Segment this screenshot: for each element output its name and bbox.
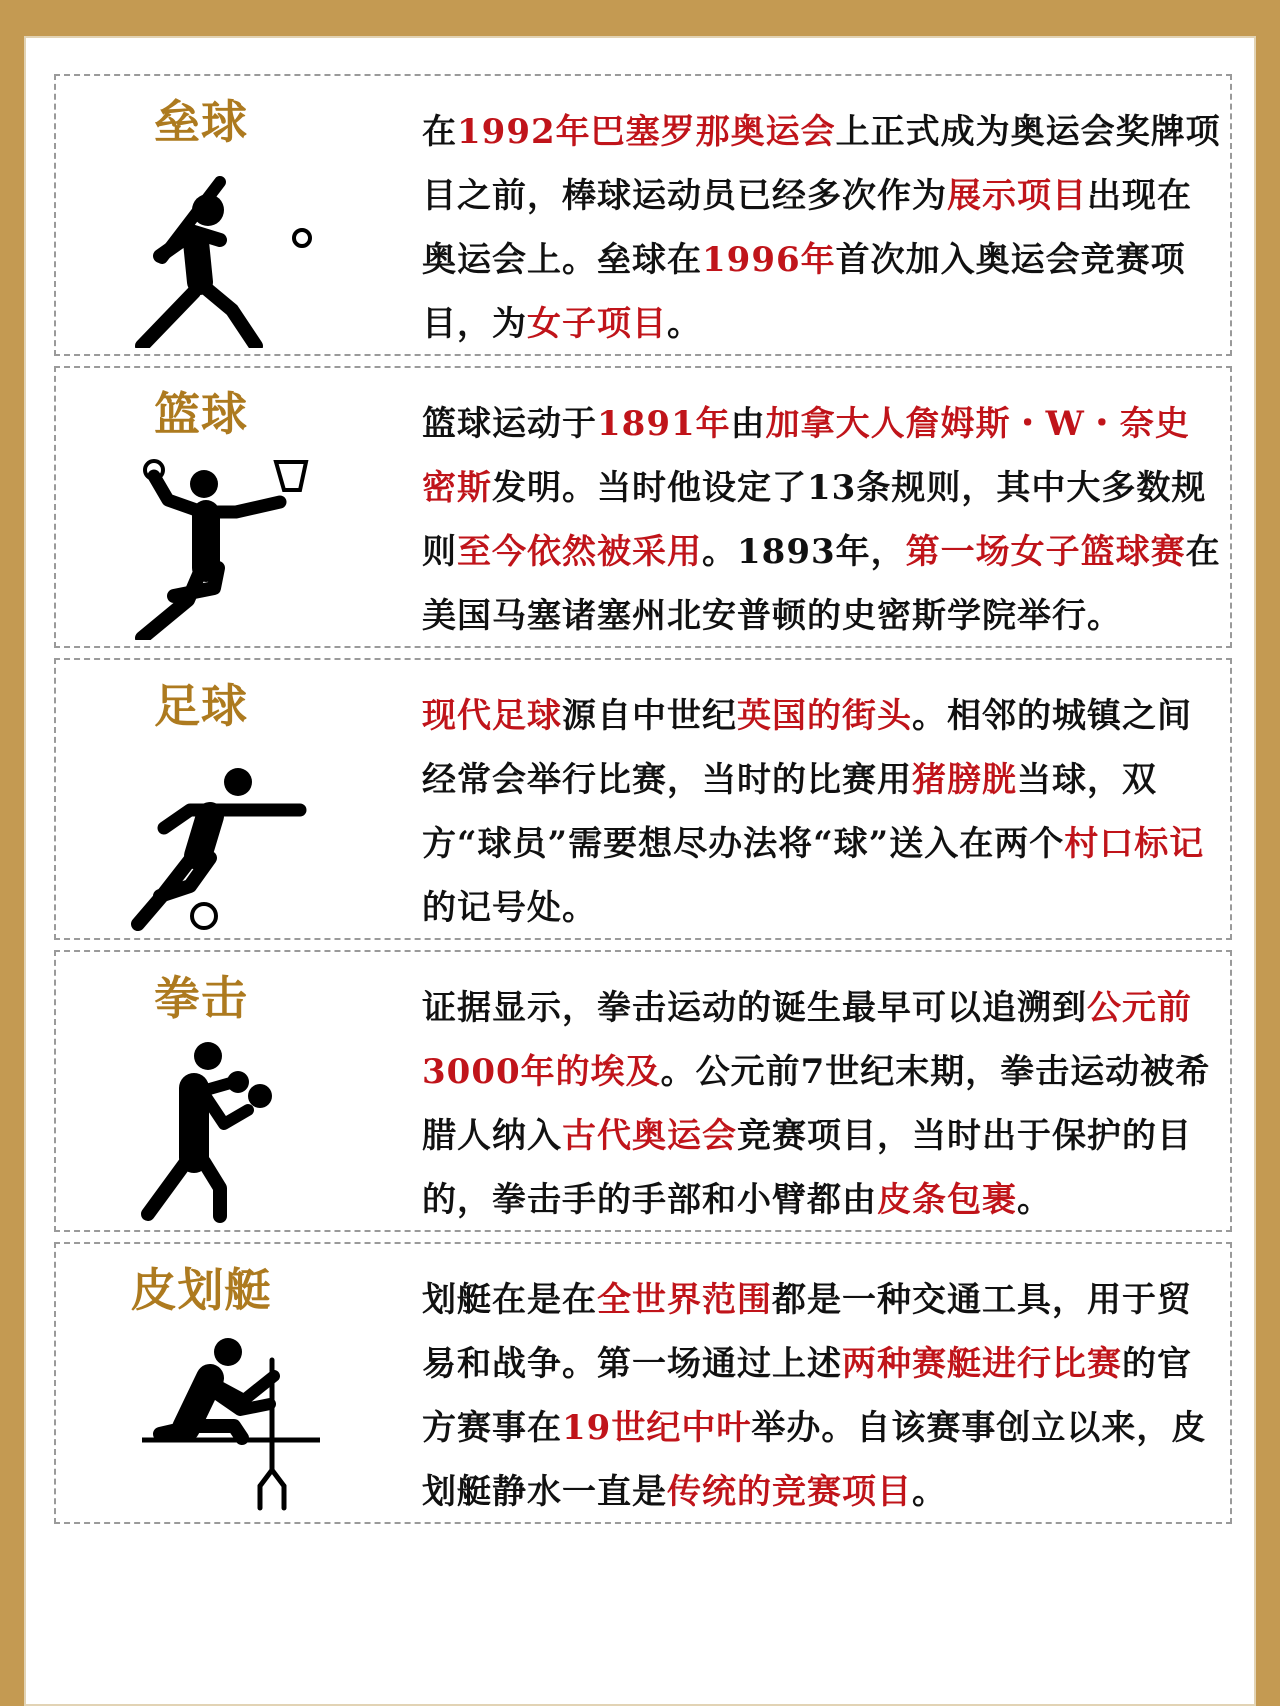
baseball-batter-icon <box>124 162 334 348</box>
body-text: 都是一种交通工具，用于贸易和战争。第一场通过上述 <box>422 1280 1192 1384</box>
body-text: 的官方赛事在 <box>422 1344 1192 1448</box>
canoeist-icon <box>124 1330 334 1516</box>
body-text: 源自中世纪 <box>562 696 737 736</box>
card-title: 垒球 <box>154 95 248 149</box>
body-text: 。 <box>667 304 702 344</box>
sport-card-football <box>54 658 1232 940</box>
body-text: 举办。自该赛事创立以来，皮划艇静水一直是 <box>422 1408 1207 1512</box>
highlighted-text: 1996年 <box>702 240 836 280</box>
sport-card-basketball <box>54 366 1232 648</box>
highlighted-text: 公元前3000年的埃及 <box>422 988 1192 1092</box>
card-description <box>422 1268 1222 1524</box>
body-text: 证据显示，拳击运动的诞生最早可以追溯到 <box>422 988 1087 1028</box>
sport-card-canoe <box>54 1242 1232 1524</box>
body-text: 在美国马塞诸塞州北安普顿的史密斯学院举行。 <box>422 532 1221 636</box>
card-description <box>422 684 1222 940</box>
highlighted-text: 1992年巴塞罗那奥运会 <box>457 112 836 152</box>
football-player-icon <box>124 746 334 932</box>
body-text: 竞赛项目，当时出于保护的目的，拳击手的手部和小臂都由 <box>422 1116 1192 1220</box>
card-description <box>422 100 1222 356</box>
highlighted-text: 1891年 <box>597 404 731 444</box>
body-text: 当球，双方“球员”需要想尽办法将“球”送入在两个 <box>422 760 1157 864</box>
body-text: 在 <box>422 112 457 152</box>
card-title: 皮划艇 <box>130 1263 272 1317</box>
highlighted-text: 女子项目 <box>527 304 667 344</box>
highlighted-text: 两种赛艇进行比赛 <box>842 1344 1122 1384</box>
infographic-sheet <box>24 36 1256 1706</box>
highlighted-text: 展示项目 <box>947 176 1087 216</box>
body-text: 。相邻的城镇之间经常会举行比赛，当时的比赛用 <box>422 696 1192 800</box>
highlighted-text: 村口标记 <box>1064 824 1205 864</box>
body-text: 。 <box>1017 1180 1052 1220</box>
highlighted-text: 现代足球 <box>422 696 562 736</box>
card-description <box>422 392 1222 648</box>
body-text: 的记号处。 <box>422 888 597 928</box>
highlighted-text: 加拿大人詹姆斯・W・奈史密斯 <box>422 404 1190 508</box>
basketball-player-icon <box>124 454 334 640</box>
highlighted-text: 全世界范围 <box>597 1280 772 1320</box>
sport-card-softball <box>54 74 1232 356</box>
body-text: 篮球运动于 <box>422 404 597 444</box>
body-text: 出现在奥运会上。垒球在 <box>422 176 1192 280</box>
highlighted-text: 古代奥运会 <box>562 1116 737 1156</box>
highlighted-text: 传统的竞赛项目 <box>667 1472 912 1512</box>
body-text: 划艇在是在 <box>422 1280 597 1320</box>
highlighted-text: 第一场女子篮球赛 <box>905 532 1186 572</box>
highlighted-text: 19世纪中叶 <box>562 1408 752 1448</box>
card-description <box>422 976 1222 1232</box>
body-text: 。1893年， <box>702 532 906 572</box>
highlighted-text: 猪膀胱 <box>912 760 1017 800</box>
highlighted-text: 至今依然被采用 <box>457 532 702 572</box>
body-text: 。公元前7世纪末期，拳击运动被希腊人纳入 <box>422 1052 1211 1156</box>
body-text: 上正式成为奥运会奖牌项目之前，棒球运动员已经多次作为 <box>422 112 1221 216</box>
highlighted-text: 皮条包裹 <box>877 1180 1017 1220</box>
body-text: 。 <box>912 1472 947 1512</box>
card-title: 篮球 <box>154 387 248 441</box>
card-title: 拳击 <box>154 971 248 1025</box>
boxer-icon <box>124 1038 334 1224</box>
highlighted-text: 英国的街头 <box>737 696 912 736</box>
body-text: 发明。当时他设定了13条规则，其中大多数规则 <box>422 468 1207 572</box>
body-text: 首次加入奥运会竞赛项目，为 <box>422 240 1186 344</box>
body-text: 由 <box>730 404 766 444</box>
sport-card-boxing <box>54 950 1232 1232</box>
card-title: 足球 <box>154 679 248 733</box>
